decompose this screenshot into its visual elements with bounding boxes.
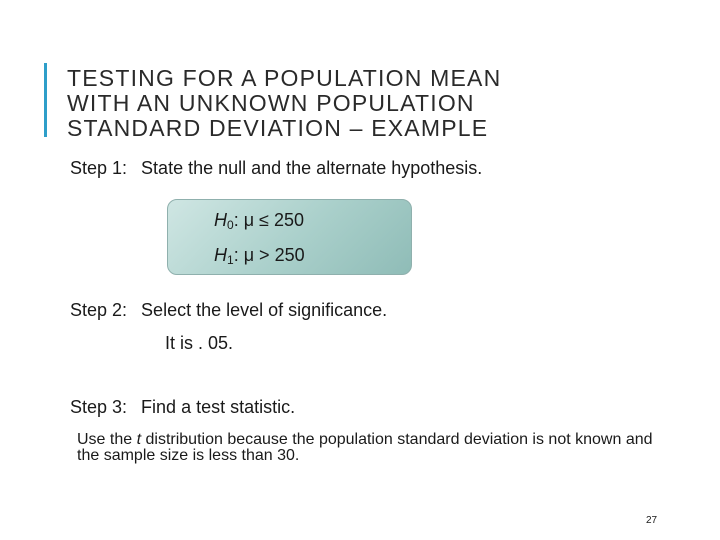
step-3-text: Find a test statistic. bbox=[141, 397, 296, 417]
null-hypothesis bbox=[214, 210, 304, 232]
title-accent-bar bbox=[44, 63, 47, 137]
title-line-2: WITH AN UNKNOWN POPULATION bbox=[67, 90, 475, 116]
h0-statement: : μ ≤ 250 bbox=[233, 210, 304, 230]
h1-statement: : μ > 250 bbox=[233, 245, 305, 265]
step-1-label: Step 1: bbox=[70, 158, 128, 178]
alternate-hypothesis bbox=[214, 245, 305, 267]
h0-symbol: H bbox=[214, 210, 227, 230]
step-1 bbox=[70, 158, 482, 179]
h1-subscript: 1 bbox=[227, 253, 234, 267]
note-before: Use the bbox=[77, 431, 137, 448]
title-line-3: STANDARD DEVIATION – EXAMPLE bbox=[67, 115, 489, 141]
slide-title bbox=[67, 66, 501, 141]
significance-answer: It is . 05. bbox=[165, 333, 234, 353]
title-line-1: TESTING FOR A POPULATION MEAN bbox=[67, 65, 502, 91]
h0-subscript: 0 bbox=[227, 218, 234, 232]
t-distribution-note bbox=[77, 432, 677, 464]
step-3-label: Step 3: bbox=[70, 397, 128, 417]
note-t-symbol: t bbox=[136, 431, 142, 448]
step-3 bbox=[70, 397, 295, 418]
step-2-text: Select the level of significance. bbox=[141, 300, 388, 320]
note-after: distribution because the population standard deviation is not known and the sample size is less than 30. bbox=[77, 431, 653, 464]
step-2 bbox=[70, 300, 387, 321]
step-2-label: Step 2: bbox=[70, 300, 128, 320]
h1-symbol: H bbox=[214, 245, 227, 265]
page-number: 27 bbox=[646, 515, 658, 526]
step-1-text: State the null and the alternate hypothesis. bbox=[141, 158, 483, 178]
